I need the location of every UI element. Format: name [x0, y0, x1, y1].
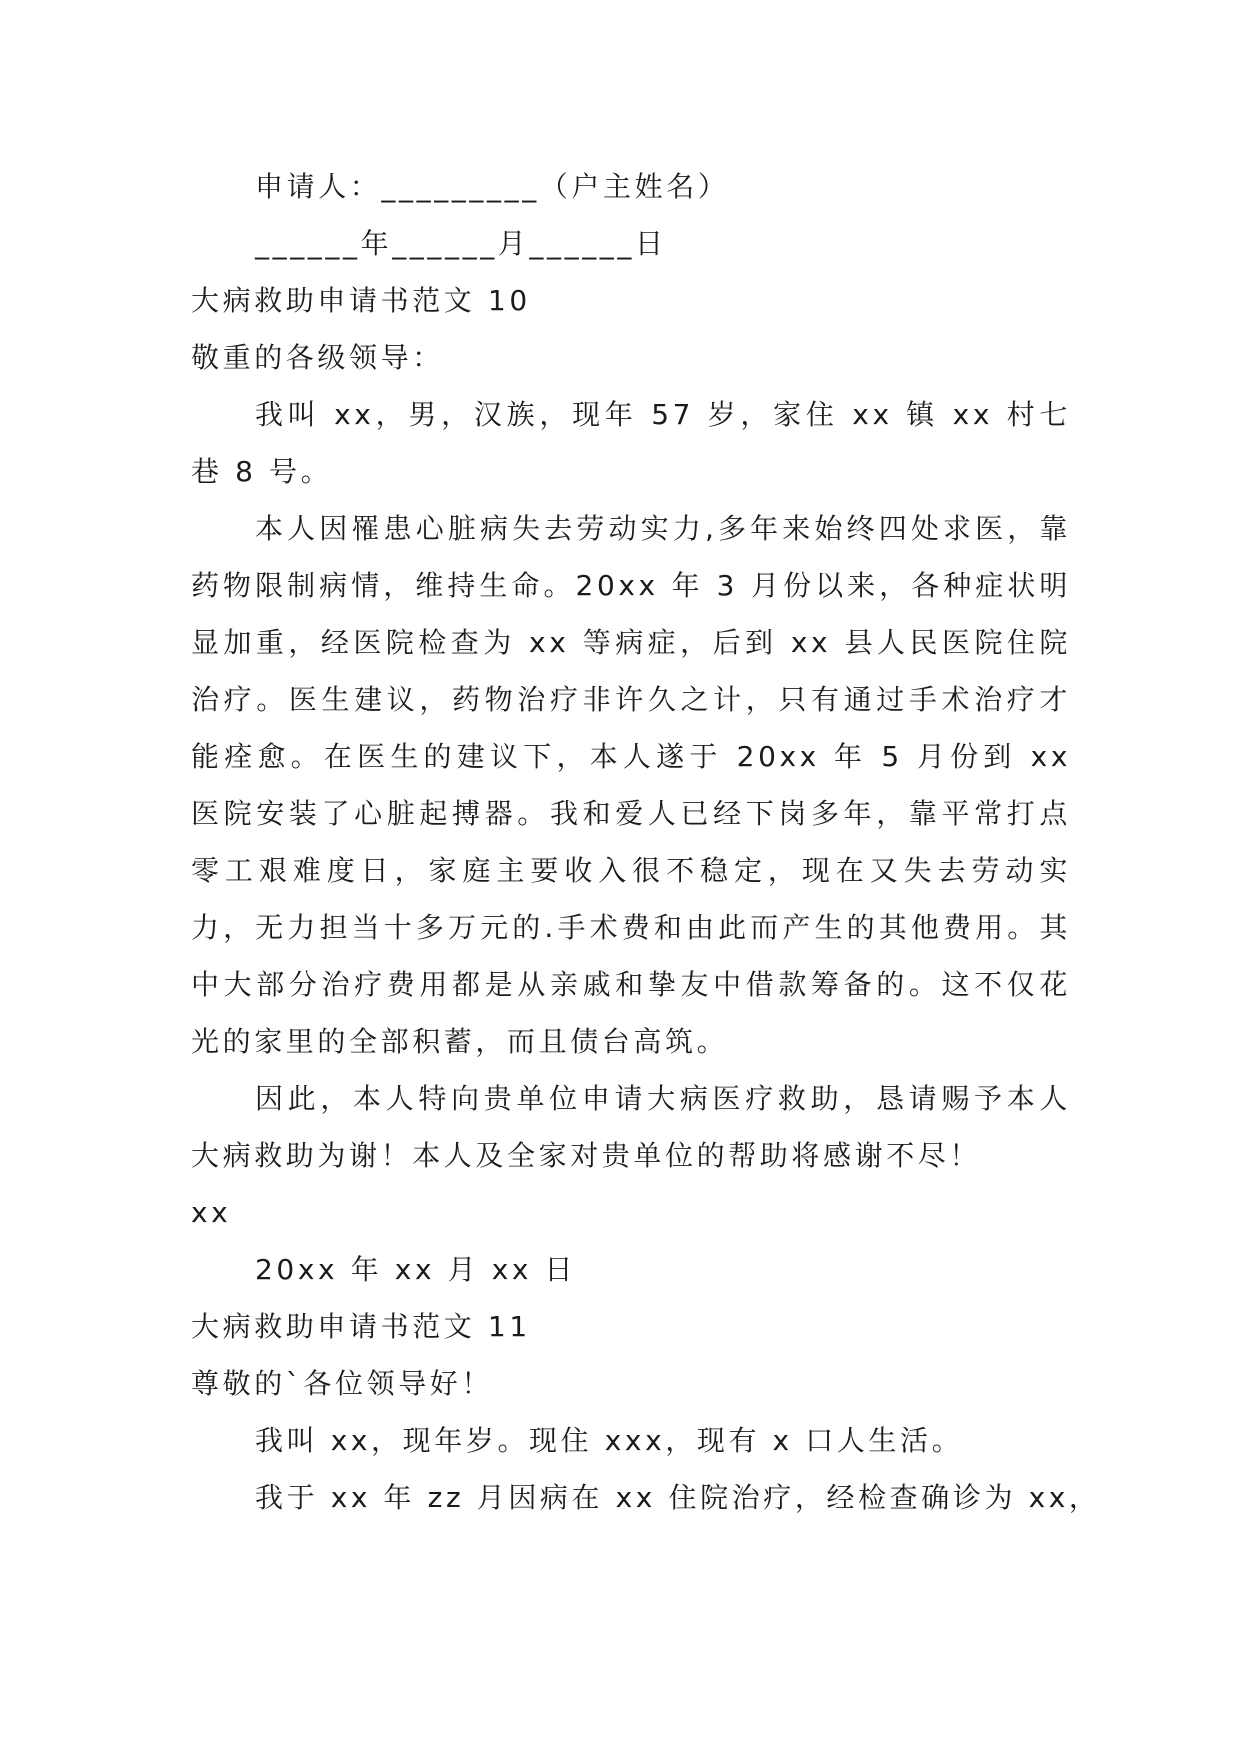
paragraph-10-request: 因此，本人特向贵单位申请大病医疗救助，恳请赐予本人大病救助为谢！本人及全家对贵单位的帮助将感谢不尽！ — [191, 1082, 1071, 1172]
document-body — [191, 158, 1101, 1526]
signer-10: xx — [191, 1196, 232, 1229]
section-title-11: 大病救助申请书范文 11 — [191, 1310, 531, 1343]
salutation-10: 敬重的各级领导： — [191, 341, 444, 374]
paragraph-10-intro: 我叫 xx，男，汉族，现年 57 岁，家住 xx 镇 xx 村七巷 8 号。 — [191, 398, 1071, 488]
salutation-11: 尊敬的`各位领导好！ — [191, 1367, 494, 1400]
paragraph-11-intro: 我叫 xx，现年岁。现住 xxx，现有 x 口人生活。 — [255, 1424, 964, 1457]
applicant-line: 申请人：_________（户主姓名） — [255, 170, 730, 203]
section-title-10: 大病救助申请书范文 10 — [191, 284, 531, 317]
date-10: 20xx 年 xx 月 xx 日 — [255, 1253, 577, 1286]
paragraph-10-body: 本人因罹患心脏病失去劳动实力,多年来始终四处求医，靠药物限制病情，维持生命。20xx 年 3 月份以来，各种症状明显加重，经医院检查为 xx 等病症，后到 xx 县人民医院住院治疗。医生建议，药物治疗非许久之计，只有通过手术治疗才能痊愈。在医生的建议下，本人遂于 20xx 年 5 月份到 xx 医院安装了心脏起搏器。我和爱人已经下岗多年，靠平常打点零工艰难度日，家庭主要收入很不稳定，现在又失去劳动实力，无力担当十多万元的.手术费和由此而产生的其他费用。其中大部分治疗费用都是从亲戚和挚友中借款筹备的。这不仅花光的家里的全部积蓄，而且债台高筑。 — [191, 512, 1071, 1058]
paragraph-11-body: 我于 xx 年 zz 月因病在 xx 住院治疗，经检查确诊为 xx， — [255, 1481, 1101, 1514]
date-blank-line: ______年______月______日 — [255, 227, 667, 260]
